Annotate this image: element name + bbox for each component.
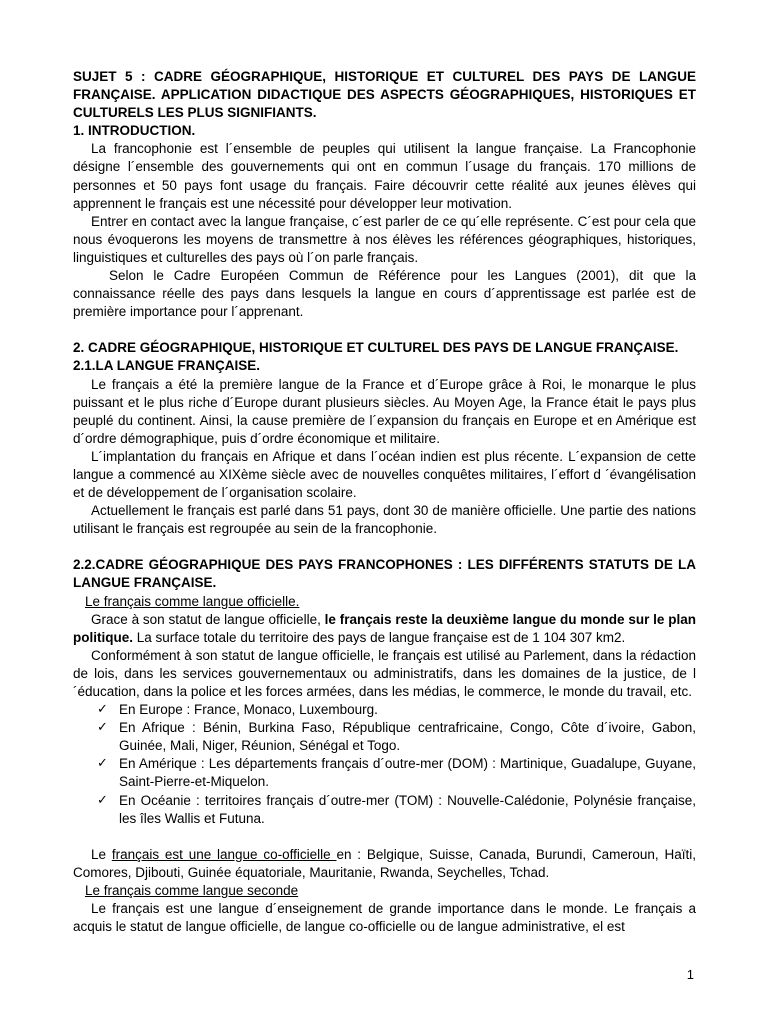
section2-paragraph-1: Le français a été la première langue de la France et d´Europe grâce à Roi, le monarque le plus puissant et le plus riche d´Europe durant plusieurs siècles. Au Moyen Age, la France était le pays plus peuplé du continent. Ainsi, la cause première de l´expansion du français en Europe et en Amérique est d´ordre démographique, puis d´ordre économique et militaire.: [73, 376, 696, 446]
list-item: [97, 792, 696, 828]
section22-paragraph-1: [73, 611, 696, 647]
list-item-text: En Europe : France, Monaco, Luxembourg.: [119, 702, 378, 718]
document-title: SUJET 5 : CADRE GÉOGRAPHIQUE, HISTORIQUE ET CULTUREL DES PAYS DE LANGUE FRANÇAISE. APPLICATION DIDACTIQUE DES ASPECTS GÉOGRAPHIQUES, HISTORIQUES ET CULTURELS LES PLUS SIGNIFIANTS.: [73, 69, 696, 121]
second-language-heading: [73, 882, 696, 900]
list-item: [97, 701, 696, 719]
section22-paragraph-1-bold: le français reste la deuxième langue du monde sur le plan politique.: [73, 611, 696, 645]
section-heading-2: 2. CADRE GÉOGRAPHIQUE, HISTORIQUE ET CULTUREL DES PAYS DE LANGUE FRANÇAISE.: [73, 340, 679, 356]
section-heading-introduction: 1. INTRODUCTION.: [73, 123, 196, 139]
checkmark-icon: ✓: [97, 792, 108, 808]
section22-paragraph-1-start: Grace à son statut de langue officielle,: [91, 611, 325, 627]
intro-paragraph-3: Selon le Cadre Européen Commun de Référence pour les Langues (2001), dit que la connaissance réelle des pays dans lesquels la langue en cours d´apprentissage est parlée est de première importance pour l´apprenant.: [73, 268, 696, 320]
page-number: 1: [686, 967, 694, 982]
list-item-text: En Océanie : territoires français d´outre-mer (TOM) : Nouvelle-Calédonie, Polynésie française, les îles Wallis et Futuna.: [119, 792, 696, 826]
second-language-heading-text: Le français comme langue seconde: [85, 882, 299, 898]
intro-paragraph-2: Entrer en contact avec la langue française, c´est parler de ce qu´elle représente. C´est pour cela que nous évoquerons les moyens de transmettre à nos élèves les références géographiques, historiques, linguistiques et culturelles des pays où l´on parle français.: [73, 213, 696, 265]
subsection-heading-2-2: 2.2.CADRE GÉOGRAPHIQUE DES PAYS FRANCOPHONES : LES DIFFÉRENTS STATUTS DE LA LANGUE FRANÇAISE.: [73, 557, 696, 591]
subsection-heading-2-1: 2.1.LA LANGUE FRANÇAISE.: [73, 358, 261, 374]
list-item: [97, 719, 696, 755]
coofficial-end: en : Belgique, Suisse, Canada, Burundi, Cameroun, Haïti, Comores, Djibouti, Guinée équatoriale, Mauritanie, Rwanda, Seychelles, Tchad.: [73, 846, 696, 880]
checkmark-icon: ✓: [97, 756, 108, 772]
intro-paragraph-1: La francophonie est l´ensemble de peuples qui utilisent la langue française. La Francophonie désigne l´ensemble des gouvernements qui ont en commun l´usage du français. 170 millions de personnes et 50 pays font usage du français. Faire découvrir cette réalité aux jeunes élèves qui apprennent le français est une nécessité pour développer leur motivation.: [73, 141, 696, 211]
spacer: [73, 321, 696, 339]
list-item: [97, 755, 696, 791]
checkmark-icon: ✓: [97, 720, 108, 736]
official-language-heading-text: Le français comme langue officielle.: [85, 593, 300, 609]
checkmark-icon: ✓: [97, 702, 108, 718]
section22-paragraph-1-end: La surface totale du territoire des pays de langue française est de 1 104 307 km2.: [133, 629, 626, 645]
official-countries-list: [73, 701, 696, 828]
list-item-text: En Afrique : Bénin, Burkina Faso, République centrafricaine, Congo, Côte d´ivoire, Gabon, Guinée, Mali, Niger, Réunion, Sénégal et Togo.: [119, 720, 696, 754]
section2-paragraph-2: L´implantation du français en Afrique et dans l´océan indien est plus récente. L´expansion de cette langue a commencé au XIXème siècle avec de nouvelles conquêtes militaires, l´effort d ´évangélisation et de développement de l´organisation scolaire.: [73, 448, 696, 501]
coofficial-underlined: français est une langue co-officielle: [111, 846, 337, 862]
section2-paragraph-3: Actuellement le français est parlé dans 51 pays, dont 30 de manière officielle. Une partie des nations utilisant le français est regroupée au sein de la francophonie.: [73, 503, 696, 537]
section22-paragraph-3: Le français est une langue d´enseignement de grande importance dans le monde. Le français a acquis le statut de langue officielle, de langue co-officielle ou de langue administrative, el est: [73, 901, 696, 935]
section22-paragraph-2: Conformément à son statut de langue officielle, le français est utilisé au Parlement, dans la rédaction de lois, dans les services gouvernementaux ou administratifs, dans les domaines de la justice, de l´éducation, dans la police et les forces armées, dans les médias, le commerce, le monde du travail, etc.: [73, 647, 696, 699]
coofficial-start: Le: [91, 846, 112, 862]
coofficial-paragraph: [73, 846, 696, 882]
official-language-heading: [73, 593, 696, 611]
spacer: [73, 828, 696, 846]
list-item-text: En Amérique : Les départements français d´outre-mer (DOM) : Martinique, Guadalupe, Guyane, Saint-Pierre-et-Miquelon.: [119, 756, 696, 790]
spacer: [73, 538, 696, 556]
